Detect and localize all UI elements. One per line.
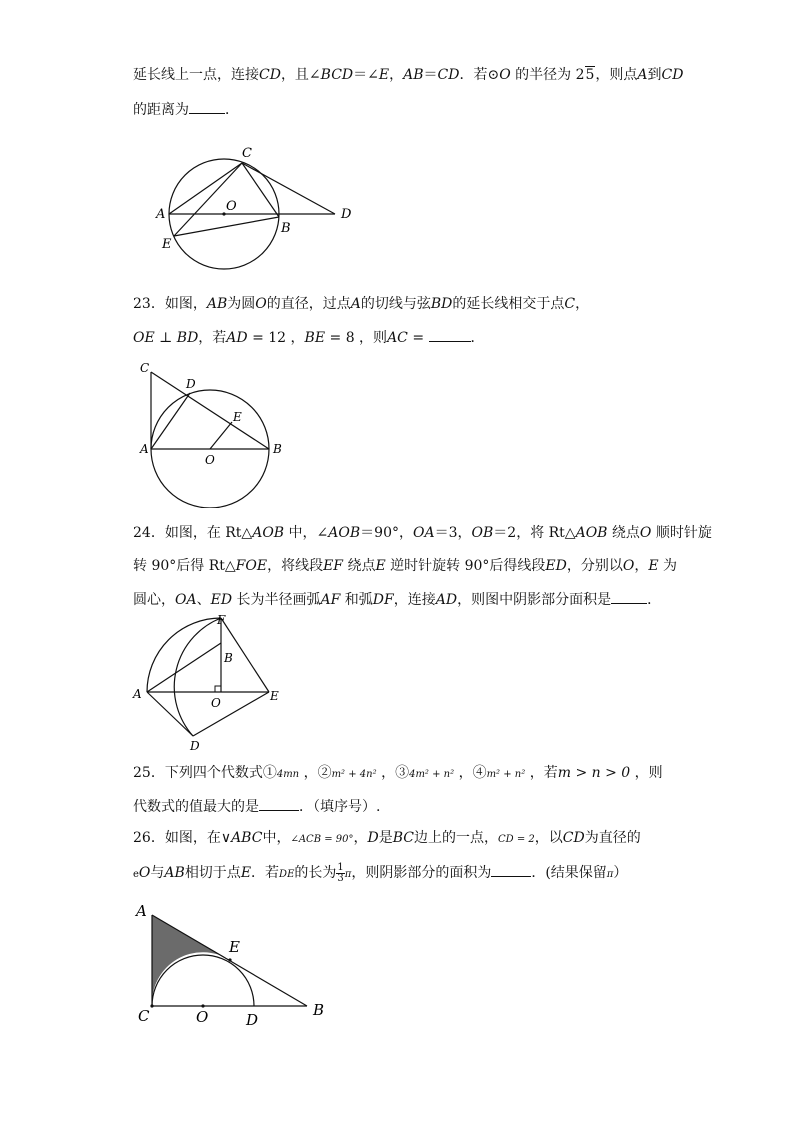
answer-blank <box>611 589 647 604</box>
label-O: O <box>196 1008 209 1026</box>
label-A: A <box>140 442 149 456</box>
q22-line1: 延长线上一点，连接CD，且∠BCD＝∠E，AB＝CD．若⊙O 的半径为 25，则点A到CD <box>133 67 684 83</box>
label-B: B <box>313 1001 325 1019</box>
answer-blank <box>429 327 471 342</box>
q23-line1: 23．如图，AB为圆O的直径，过点A的切线与弦BD的延长线相交于点C， <box>133 296 590 312</box>
q26-line1: 26．如图，在∨ABC中，∠ACB = 90°，D是BC边上的一点，CD = 2，以CD为直径的 <box>133 830 641 846</box>
label-D: D <box>190 739 200 753</box>
label-E: E <box>270 689 279 703</box>
label-E: E <box>229 938 240 956</box>
label-D: D <box>341 207 352 222</box>
label-B: B <box>281 221 291 236</box>
label-D: D <box>246 1011 259 1029</box>
label-D: D <box>186 377 196 391</box>
label-A: A <box>136 902 147 920</box>
label-O: O <box>211 696 221 710</box>
answer-blank <box>259 796 299 811</box>
q25-line2: 代数式的值最大的是 ．（填序号）. <box>133 796 380 817</box>
answer-blank <box>491 862 531 877</box>
label-E: E <box>162 237 172 252</box>
label-C: C <box>140 361 150 375</box>
answer-blank <box>189 99 225 114</box>
q25-line1: 25．下列四个代数式①4mn ，②m² + 4n² ，③4m² + n² ，④m² + n² ，若m > n > 0 ，则 <box>133 765 663 781</box>
label-C: C <box>138 1007 150 1025</box>
q26-line2: eO与AB相切于点E．若DE的长为 $\frac{1}{3}$ π，则阴影部分的面积为 ．(结果保留π） <box>133 861 628 884</box>
q22-figure <box>150 140 370 279</box>
fraction-one-third: $\frac{1}{3}$ <box>337 861 344 884</box>
label-E: E <box>233 410 242 424</box>
label-B: B <box>224 651 233 665</box>
q23-line2: OE ⊥ BD，若AD = 12 ，BE = 8 ，则AC = ． <box>133 327 485 348</box>
label-A: A <box>133 687 142 701</box>
label-C: C <box>242 146 252 161</box>
label-O: O <box>226 199 237 214</box>
label-O: O <box>205 453 215 467</box>
q24-line1: 24．如图，在 Rt△AOB 中，∠AOB＝90°，OA＝3，OB＝2，将 Rt△AOB 绕点O 顺时针旋 <box>133 525 712 541</box>
label-F: F <box>217 613 226 627</box>
label-B: B <box>273 442 282 456</box>
q24-figure <box>128 612 298 761</box>
q24-line2: 转 90°后得 Rt△FOE，将线段EF 绕点E 逆时针旋转 90°后得线段ED，分别以O，E 为 <box>133 558 678 574</box>
q22-line2: 的距离为 ． <box>133 99 239 120</box>
q24-line3: 圆心，OA、ED 长为半径画弧AF 和弧DF，连接AD，则图中阴影部分面积是 ． <box>133 589 661 610</box>
q23-figure <box>135 358 295 512</box>
label-A: A <box>156 207 166 222</box>
q26-figure <box>130 898 330 1037</box>
